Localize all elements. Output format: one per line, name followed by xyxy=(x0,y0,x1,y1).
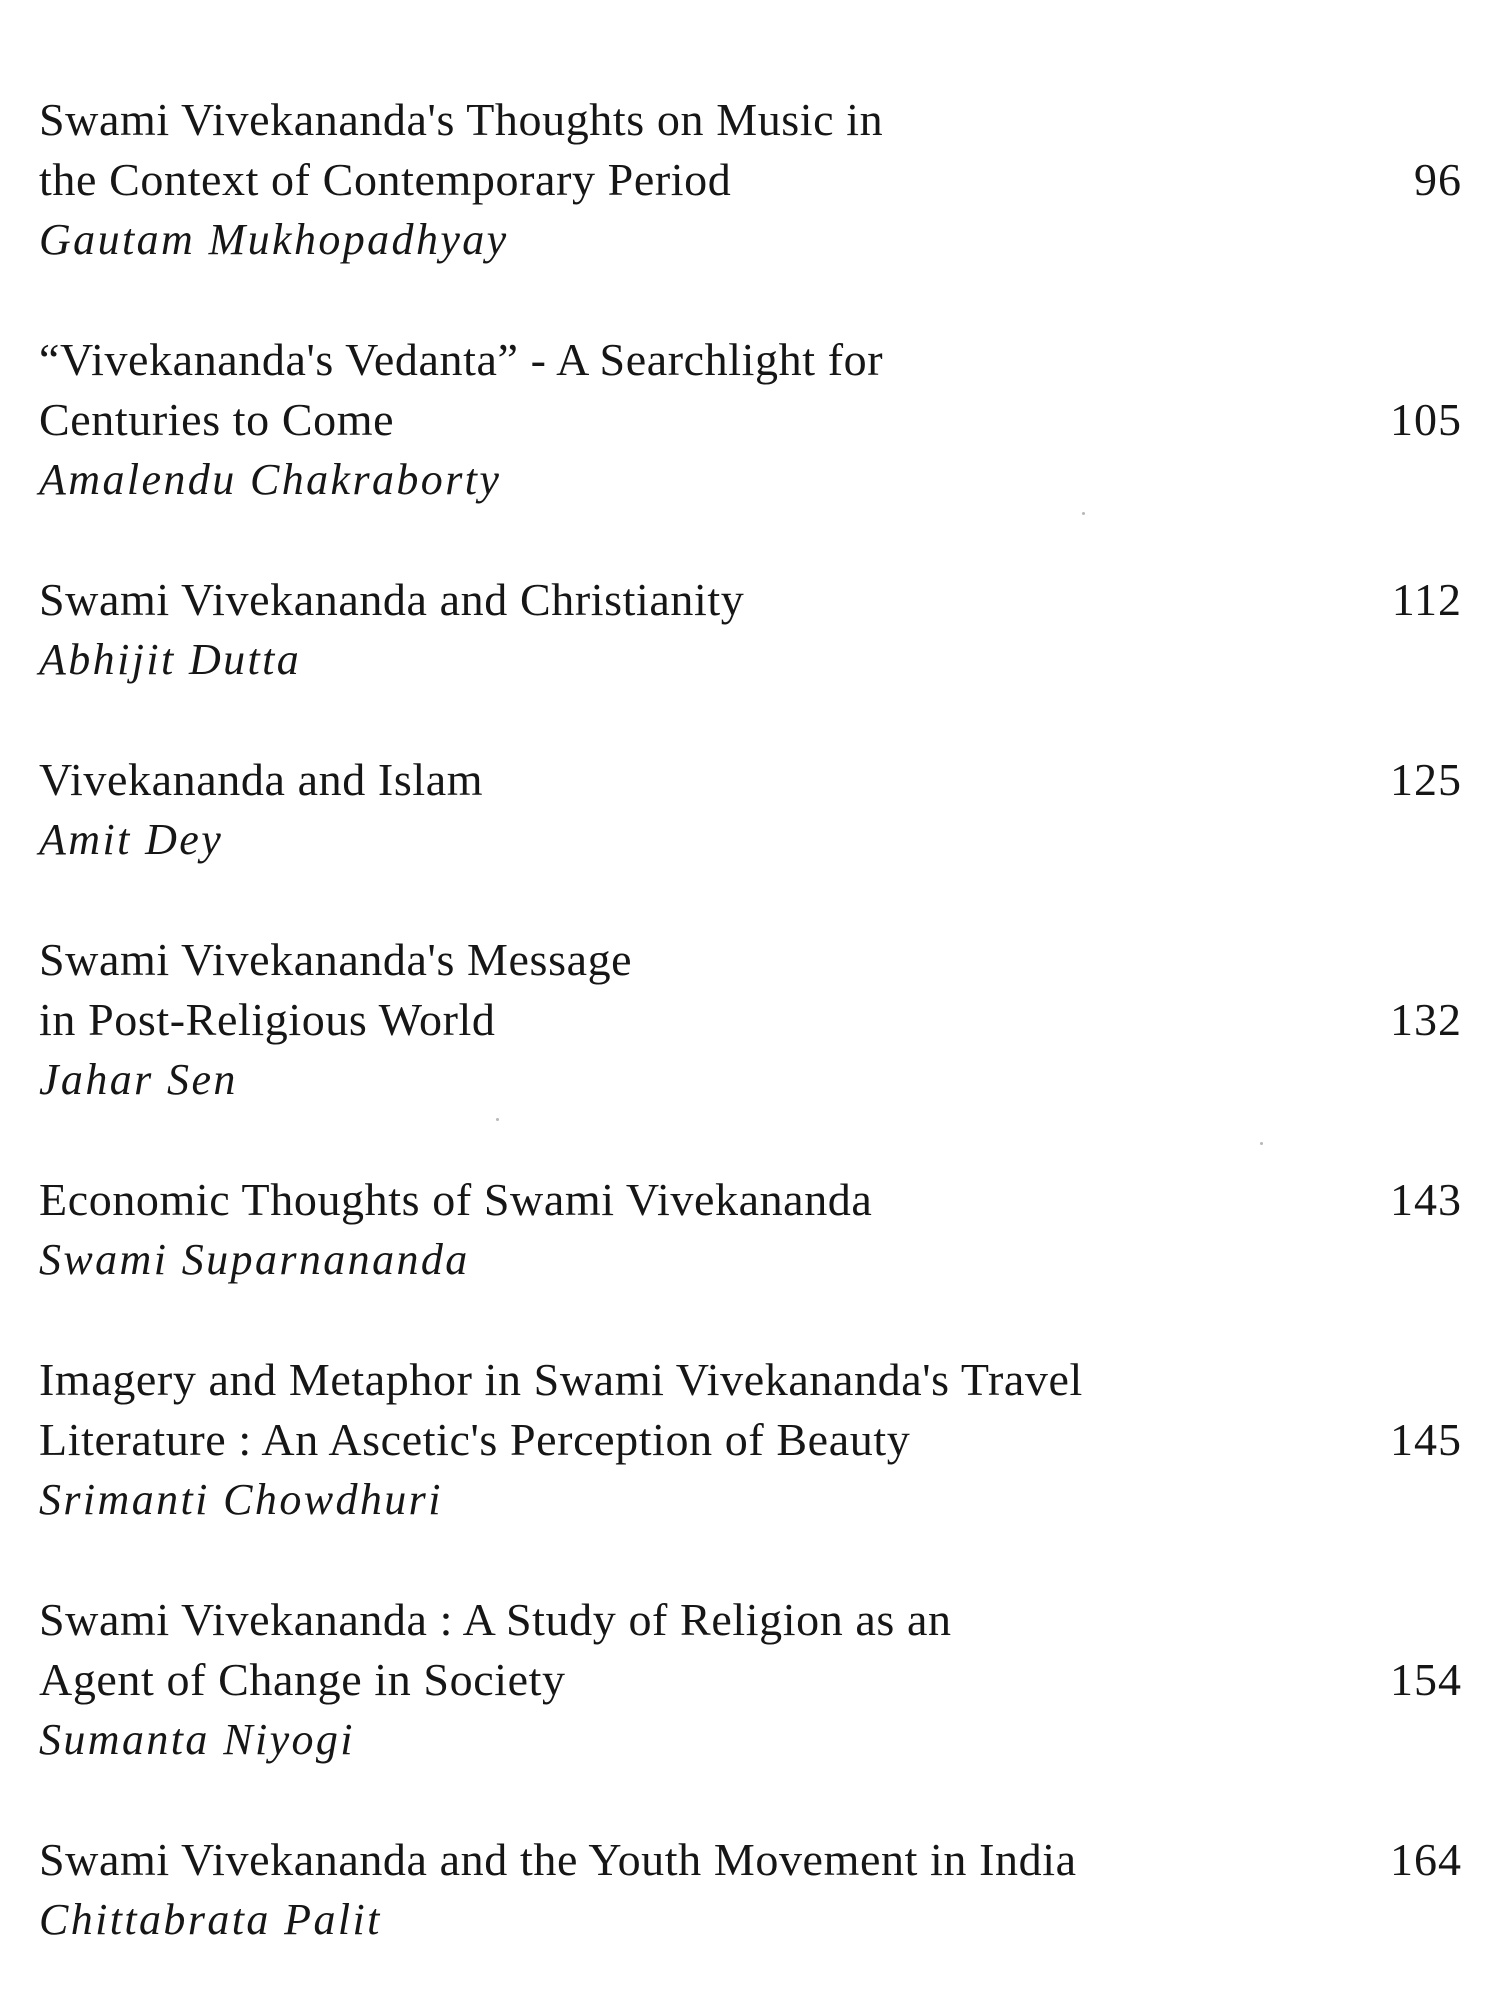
entry-page-number: 154 xyxy=(1390,1654,1462,1705)
entry-title-line: Literature : An Ascetic's Perception of Beauty xyxy=(39,1414,911,1465)
entry-title-line: Vivekananda and Islam xyxy=(39,754,484,805)
entry-author: Swami Suparnananda xyxy=(39,1235,470,1284)
entry-title-line: Swami Vivekananda and the Youth Movement in India xyxy=(39,1834,1077,1885)
entry-title-line: Economic Thoughts of Swami Vivekananda xyxy=(39,1174,873,1225)
entry-page-number: 125 xyxy=(1390,754,1462,805)
entry-page-number: 145 xyxy=(1390,1414,1462,1465)
entry-title-line: Centuries to Come xyxy=(39,394,395,445)
entry-author: Sumanta Niyogi xyxy=(39,1715,355,1764)
entry-title-line: Swami Vivekananda and Christianity xyxy=(39,574,745,625)
entry-author: Srimanti Chowdhuri xyxy=(39,1475,443,1524)
entry-title-line: the Context of Contemporary Period xyxy=(39,154,732,205)
entry-author: Amit Dey xyxy=(39,815,224,864)
entry-title-line: Swami Vivekananda's Thoughts on Music in xyxy=(39,94,884,145)
entry-author: Jahar Sen xyxy=(39,1055,238,1104)
entry-title-line: in Post-Religious World xyxy=(39,994,496,1045)
entry-author: Chittabrata Palit xyxy=(39,1895,382,1944)
entry-title-line: Swami Vivekananda's Message xyxy=(39,934,633,985)
entry-page-number: 112 xyxy=(1391,574,1462,625)
entry-page-number: 132 xyxy=(1390,994,1462,1045)
entry-author: Gautam Mukhopadhyay xyxy=(39,215,509,264)
entry-title-line: Swami Vivekananda : A Study of Religion as an xyxy=(39,1594,952,1645)
entry-page-number: 105 xyxy=(1390,394,1462,445)
entry-author: Abhijit Dutta xyxy=(39,635,302,684)
entry-page-number: 164 xyxy=(1390,1834,1462,1885)
scan-speck xyxy=(1260,1142,1263,1145)
entry-title-line: “Vivekananda's Vedanta” - A Searchlight for xyxy=(39,334,884,385)
entry-title-line: Imagery and Metaphor in Swami Vivekananda's Travel xyxy=(39,1354,1083,1405)
scan-speck xyxy=(496,1118,499,1121)
scan-speck xyxy=(1082,512,1085,515)
entry-title-line: Agent of Change in Society xyxy=(39,1654,566,1705)
entry-page-number: 96 xyxy=(1414,154,1462,205)
entry-author: Amalendu Chakraborty xyxy=(39,455,502,504)
entry-page-number: 143 xyxy=(1390,1174,1462,1225)
